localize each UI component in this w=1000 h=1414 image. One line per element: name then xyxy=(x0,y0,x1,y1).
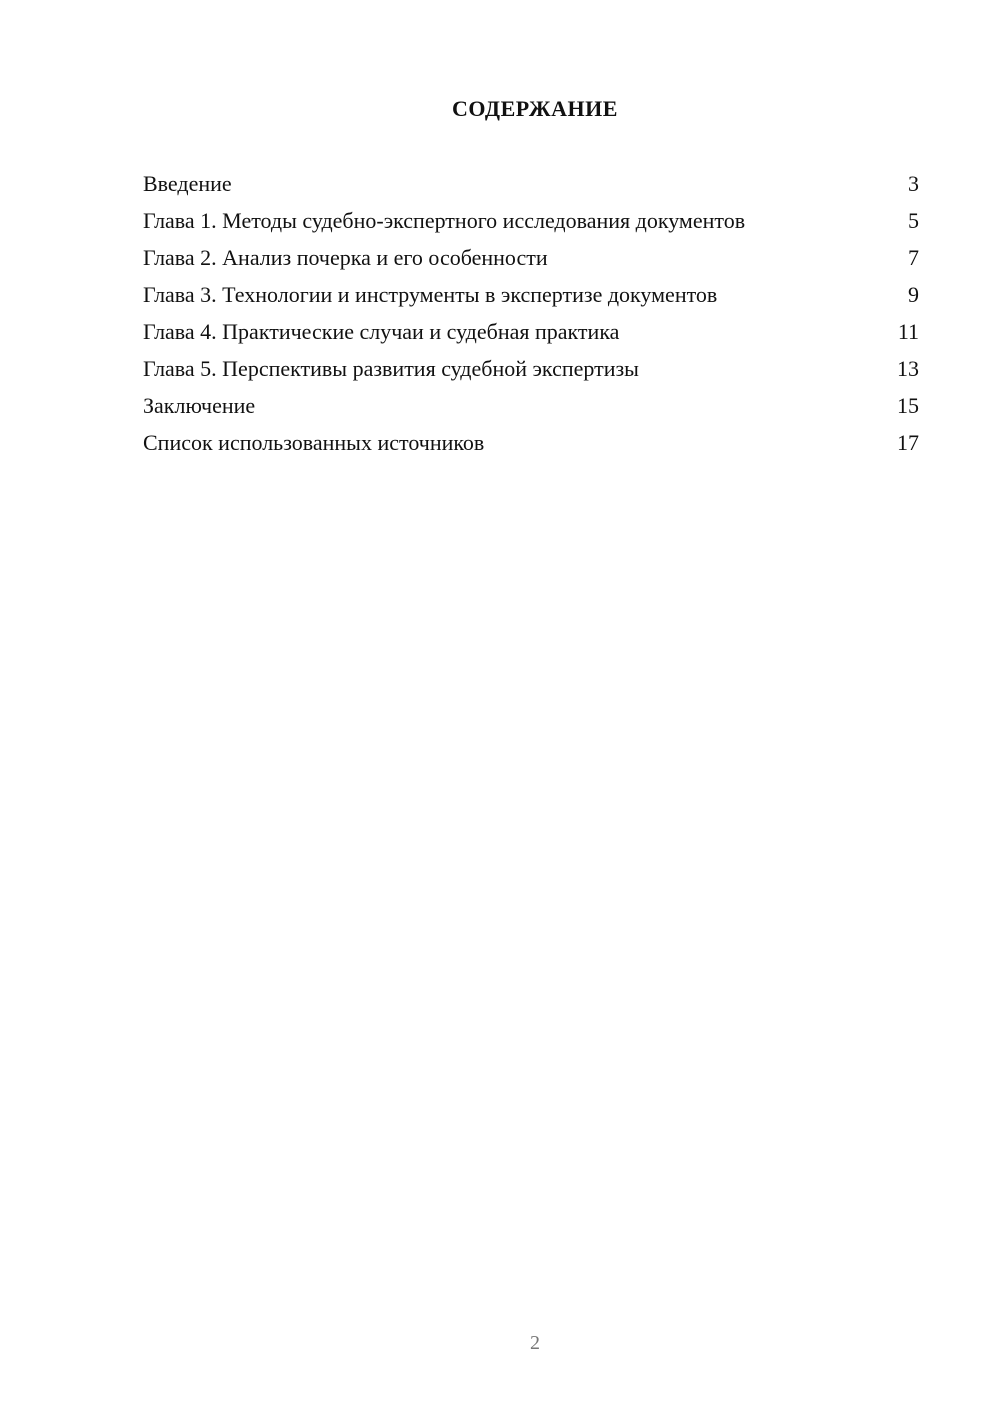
toc-entry-chapter-4 xyxy=(143,318,919,345)
toc-entry-introduction xyxy=(143,170,919,197)
toc-entry-text: Глава 1. Методы судебно-экспертного исследования документов xyxy=(143,208,746,233)
toc-entry-text: Глава 2. Анализ почерка и его особенности xyxy=(143,245,548,270)
toc-entry-chapter-1 xyxy=(143,207,919,234)
table-of-contents xyxy=(143,170,919,466)
toc-title: СОДЕРЖАНИЕ xyxy=(452,96,618,121)
toc-entry-chapter-3 xyxy=(143,281,919,308)
toc-entry-page: 11 xyxy=(897,319,919,344)
toc-entry-references xyxy=(143,429,919,456)
toc-entry-page: 9 xyxy=(908,282,919,307)
toc-entry-text: Глава 3. Технологии и инструменты в экспертизе документов xyxy=(143,282,718,307)
toc-entry-chapter-2 xyxy=(143,244,919,271)
toc-entry-page: 5 xyxy=(908,208,919,233)
page-number: 2 xyxy=(530,1332,540,1354)
toc-entry-text: Список использованных источников xyxy=(143,430,485,455)
toc-entry-page: 7 xyxy=(908,245,919,270)
toc-entry-text: Введение xyxy=(143,171,232,196)
toc-entry-text: Глава 5. Перспективы развития судебной экспертизы xyxy=(143,356,639,381)
toc-entry-page: 15 xyxy=(897,393,919,418)
toc-entry-text: Заключение xyxy=(143,393,256,418)
toc-entry-conclusion xyxy=(143,392,919,419)
toc-entry-page: 3 xyxy=(908,171,919,196)
toc-entry-page: 17 xyxy=(897,430,919,455)
toc-entry-text: Глава 4. Практические случаи и судебная практика xyxy=(143,319,620,344)
toc-entry-chapter-5 xyxy=(143,355,919,382)
toc-entry-page: 13 xyxy=(897,356,919,381)
